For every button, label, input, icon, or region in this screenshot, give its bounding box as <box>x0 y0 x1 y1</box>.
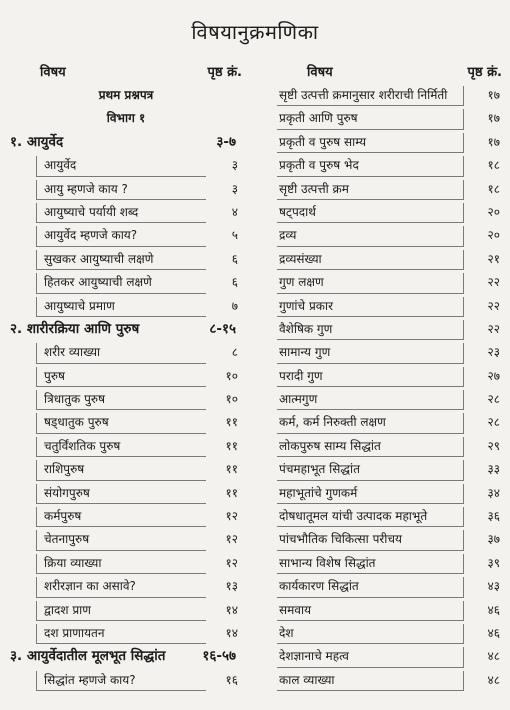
entry-page-number: ३३ <box>487 462 500 477</box>
entry-title: सामान्य गुण <box>279 345 331 360</box>
toc-entry <box>10 411 242 434</box>
entry-page-number: ४६ <box>487 602 500 617</box>
entry-title: सृष्टी उत्पत्ती क्रमानुसार शरीराची निर्मिती <box>279 88 448 102</box>
entry-title: प्रकृती आणि पुरुष <box>279 111 358 126</box>
entry-title: २. शारीरक्रिया आणि पुरुष <box>10 320 140 337</box>
entry-page-number: १६ <box>225 672 238 687</box>
entry-title: प्रकृती व पुरुष भेद <box>279 158 359 173</box>
toc-entry <box>277 84 502 107</box>
entry-page-number: २० <box>487 204 500 219</box>
entry-page-number: २८ <box>487 392 500 407</box>
toc-entry <box>277 154 502 177</box>
toc-entry <box>277 458 502 481</box>
entry-title: १. आयुर्वेद <box>10 133 64 150</box>
entry-page-number: २० <box>487 228 500 243</box>
topic-header: विषय <box>307 65 333 80</box>
entry-page-number: ८-१५ <box>209 320 236 337</box>
toc-entry <box>277 341 502 364</box>
entry-page-number: ६ <box>231 251 238 266</box>
toc-entry <box>277 224 502 247</box>
toc-entry <box>277 669 502 692</box>
toc-entry <box>10 622 242 645</box>
toc-entry <box>277 482 502 505</box>
entry-title: पंचमहाभूत सिद्धांत <box>279 462 360 477</box>
entry-page-number: १० <box>225 368 238 383</box>
entry-title: सृष्टी उत्पत्ती क्रम <box>279 181 349 196</box>
toc-entry <box>10 505 242 528</box>
toc-entry <box>277 365 502 388</box>
entry-title: शरीर व्याख्या <box>44 345 101 360</box>
page-header: पृष्ठ क्रं. <box>207 65 242 80</box>
entry-page-number: २३ <box>487 345 500 360</box>
entry-title: प्रकृती व पुरुष साम्य <box>279 134 367 149</box>
entry-title: गुण लक्षण <box>279 275 324 290</box>
entry-title: महाभूतांचे गुणकर्म <box>279 485 358 500</box>
toc-entry <box>277 435 502 458</box>
entry-title: आयुर्वेद म्हणजे काय? <box>44 228 138 243</box>
toc-entry <box>277 599 502 622</box>
entry-page-number: १४ <box>225 602 238 617</box>
entry-title: सुखकर आयुष्याची लक्षणे <box>44 251 154 266</box>
toc-entry <box>10 341 242 364</box>
entry-page-number: १७ <box>487 134 500 149</box>
entry-page-number: ४८ <box>487 649 500 664</box>
entry-title: चतुर्विंशतिक पुरुष <box>44 438 121 453</box>
entry-title: त्रिधातुक पुरुष <box>44 392 106 407</box>
toc-header <box>10 62 242 84</box>
toc-entry <box>10 552 242 575</box>
page-title: विषयानुक्रमणिका <box>191 20 319 44</box>
toc-entry <box>277 248 502 271</box>
chapter-entry <box>10 318 242 341</box>
entry-title: वैशेषिक गुण <box>279 321 333 336</box>
entry-page-number: १० <box>225 392 238 407</box>
toc-entry <box>10 669 242 692</box>
toc-entry <box>10 575 242 598</box>
toc-entry <box>277 107 502 130</box>
entry-page-number: ११ <box>225 485 238 500</box>
entry-title: सिद्धांत म्हणजे काय? <box>44 672 136 687</box>
toc-entry <box>277 411 502 434</box>
toc-entry <box>277 178 502 201</box>
entry-title: पांचभौतिक चिकित्सा परीचय <box>279 532 402 547</box>
toc-header <box>277 62 502 84</box>
entry-page-number: ५ <box>231 228 238 243</box>
entry-title: कर्म, कर्म निरुक्ती लक्षण <box>279 415 386 430</box>
toc-entry <box>277 552 502 575</box>
toc-right-list <box>277 84 502 692</box>
entry-title: आयुष्याचे प्रमाण <box>44 298 115 313</box>
entry-page-number: ३ <box>231 158 238 173</box>
entry-page-number: ६ <box>231 275 238 290</box>
entry-title: साभान्य विशेष सिद्धांत <box>279 555 376 570</box>
toc-entry <box>277 505 502 528</box>
entry-title: आयु म्हणजे काय ? <box>44 181 128 196</box>
entry-title: शरीरज्ञान का असावे? <box>44 579 136 594</box>
toc-entry <box>277 575 502 598</box>
entry-page-number: ११ <box>225 415 238 430</box>
entry-page-number: १४ <box>225 625 238 640</box>
entry-page-number: ४ <box>231 204 238 219</box>
page-header: पृष्ठ क्रं. <box>467 65 502 80</box>
toc-entry <box>10 178 242 201</box>
entry-page-number: २८ <box>487 415 500 430</box>
entry-page-number: ७ <box>231 298 238 313</box>
entry-page-number: २९ <box>487 438 500 453</box>
toc-entry <box>10 295 242 318</box>
entry-page-number: १२ <box>225 555 238 570</box>
entry-title: समवाय <box>279 602 312 617</box>
section-heading <box>10 107 242 130</box>
entry-title: षड्धातुक पुरुष <box>44 415 109 430</box>
entry-title: देशज्ञानाचे महत्व <box>279 649 349 664</box>
entry-page-number: २२ <box>487 275 500 290</box>
entry-title: लोकपुरुष साम्य सिद्धांत <box>279 438 381 453</box>
toc-entry <box>10 482 242 505</box>
entry-page-number: ४६ <box>487 625 500 640</box>
entry-title: हितकर आयुष्याची लक्षणे <box>44 275 152 290</box>
entry-title: प्रथम प्रश्नपत्र <box>98 88 154 102</box>
toc-left-column <box>10 62 242 692</box>
entry-title: संयोगपुरुष <box>44 485 90 500</box>
toc-entry <box>277 645 502 668</box>
toc-entry <box>277 131 502 154</box>
entry-page-number: १८ <box>487 158 500 173</box>
entry-page-number: १६-५७ <box>202 648 236 665</box>
entry-title: ३. आयुर्वेदातील मूलभूत सिद्धांत <box>10 648 166 665</box>
entry-title: आयुष्याचे पर्यायी शब्द <box>44 204 139 219</box>
entry-title: चेतनापुरुष <box>44 532 90 547</box>
entry-page-number: ३४ <box>487 485 500 500</box>
toc-entry <box>10 458 242 481</box>
toc-entry <box>10 201 242 224</box>
toc-entry <box>277 201 502 224</box>
entry-title: देश <box>279 625 294 640</box>
entry-title: दश प्राणायतन <box>44 625 105 640</box>
chapter-entry <box>10 131 242 154</box>
entry-page-number: ३९ <box>487 555 500 570</box>
entry-title: कार्यकारण सिद्धांत <box>279 579 359 594</box>
toc-entry <box>10 248 242 271</box>
toc-entry <box>10 599 242 622</box>
entry-page-number: ४८ <box>487 672 500 687</box>
topic-header: विषय <box>40 65 66 80</box>
toc-entry <box>10 271 242 294</box>
entry-title: परादी गुण <box>279 368 323 383</box>
entry-page-number: ३ <box>231 181 238 196</box>
entry-page-number: १७ <box>487 111 500 126</box>
entry-page-number: १३ <box>225 579 238 594</box>
entry-page-number: १२ <box>225 509 238 524</box>
toc-entry <box>10 388 242 411</box>
toc-entry <box>10 224 242 247</box>
section-heading <box>10 84 242 107</box>
entry-title: द्वादश प्राण <box>44 602 91 617</box>
toc-entry <box>277 318 502 341</box>
entry-title: कर्मपुरुष <box>44 509 82 524</box>
entry-title: दोषधातूमल यांची उत्पादक महाभूते <box>279 509 428 524</box>
toc-entry <box>10 528 242 551</box>
entry-title: विभाग १ <box>106 111 146 126</box>
toc-entry <box>277 271 502 294</box>
entry-title: राशिपुरुष <box>44 462 85 477</box>
entry-title: आयुर्वेद <box>44 158 77 173</box>
entry-title: क्रिया व्याख्या <box>44 555 102 570</box>
entry-title: गुणांचे प्रकार <box>279 298 334 313</box>
entry-title: पुरुष <box>44 368 65 383</box>
entry-page-number: ११ <box>225 462 238 477</box>
entry-title: आत्मगुण <box>279 392 318 407</box>
entry-page-number: ३६ <box>487 509 500 524</box>
entry-page-number: ३७ <box>487 532 500 547</box>
entry-title: षट्पदार्थ <box>279 204 316 219</box>
entry-title: द्रव्य <box>279 228 297 243</box>
toc-entry <box>10 365 242 388</box>
chapter-entry <box>10 645 242 668</box>
toc-entry <box>277 295 502 318</box>
entry-page-number: २२ <box>487 321 500 336</box>
entry-page-number: १७ <box>487 88 500 102</box>
toc-entry <box>10 435 242 458</box>
entry-page-number: ८ <box>231 345 238 360</box>
entry-title: द्रव्यसंख्या <box>279 251 322 266</box>
entry-page-number: २७ <box>487 368 500 383</box>
entry-page-number: ११ <box>225 438 238 453</box>
entry-page-number: ३-७ <box>216 133 236 150</box>
entry-page-number: २२ <box>487 298 500 313</box>
toc-entry <box>277 388 502 411</box>
toc-right-column <box>277 62 502 692</box>
entry-page-number: २१ <box>487 251 500 266</box>
entry-page-number: ४३ <box>487 579 500 594</box>
entry-page-number: १८ <box>487 181 500 196</box>
entry-page-number: १२ <box>225 532 238 547</box>
toc-left-list <box>10 84 242 692</box>
toc-entry <box>277 528 502 551</box>
toc-entry <box>10 154 242 177</box>
entry-title: काल व्याख्या <box>279 672 335 687</box>
toc-entry <box>277 622 502 645</box>
